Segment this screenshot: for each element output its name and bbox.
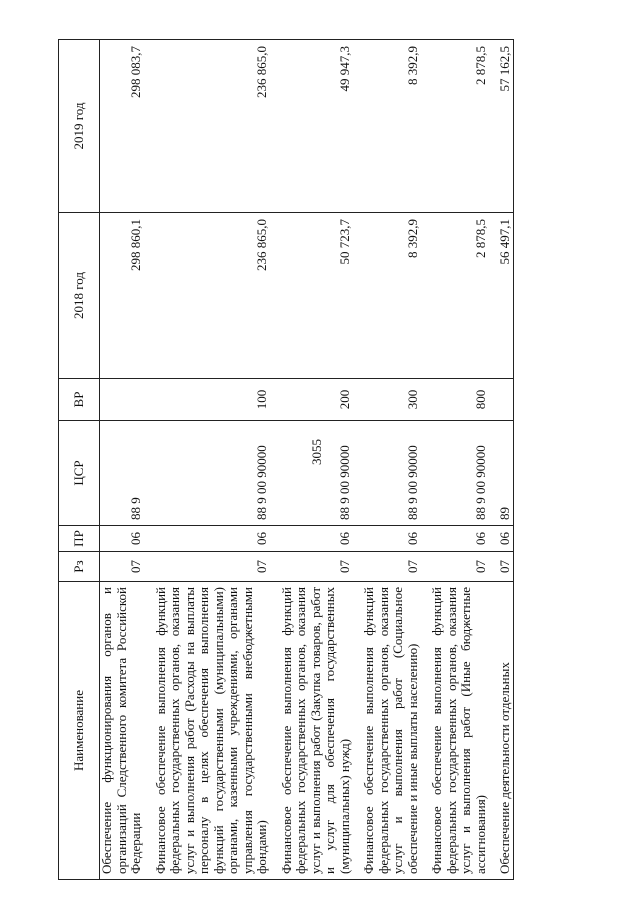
- row-2019: 298 083,7: [100, 40, 144, 213]
- row-2018: 50 723,7: [270, 213, 353, 379]
- row-pr: 06: [488, 526, 513, 552]
- row-pr: 06: [100, 526, 144, 552]
- row-2018: 298 860,1: [100, 213, 144, 379]
- page-number: 3055: [309, 439, 324, 465]
- table-row: [270, 40, 353, 880]
- row-rz: 07: [100, 552, 144, 582]
- row-name: Финансовое обеспечение выполнения функций федеральных государственных органов, оказания услуг и выполнения работ (Расходы на выплаты персоналу в целях обеспечения выполнения функций государственными (муниципальными) органами, казенными учреждениями, органами управления государственными внебюджетными фондами): [144, 582, 270, 880]
- rotated-budget-table-page: [58, 40, 583, 880]
- row-vr: 200: [270, 379, 353, 421]
- table-row: [100, 40, 144, 880]
- row-rz: 07: [144, 552, 270, 582]
- row-csr: 88 9 00 90000: [420, 421, 488, 526]
- row-pr: 06: [352, 526, 420, 552]
- row-pr: 06: [420, 526, 488, 552]
- row-2019: 49 947,3: [270, 40, 353, 213]
- header-pr: ПР: [59, 526, 100, 552]
- header-vr: ВР: [59, 379, 100, 421]
- budget-table: [58, 39, 514, 880]
- row-vr: [488, 379, 513, 421]
- row-name: Обеспечение функционирования органов и организаций Следственного комитета Российской Федерации: [100, 582, 144, 880]
- row-rz: 07: [420, 552, 488, 582]
- row-name: Обеспечение деятельности отдельных: [488, 582, 513, 880]
- header-csr: ЦСР: [59, 421, 100, 526]
- header-2018: 2018 год: [59, 213, 100, 379]
- row-pr: 06: [270, 526, 353, 552]
- row-2019: 236 865,0: [144, 40, 270, 213]
- row-2018: 2 878,5: [420, 213, 488, 379]
- row-2018: 56 497,1: [488, 213, 513, 379]
- table-row: [352, 40, 420, 880]
- row-vr: [100, 379, 144, 421]
- row-csr: 88 9 00 90000: [270, 421, 353, 526]
- row-2019: 2 878,5: [420, 40, 488, 213]
- table-row: [488, 40, 513, 880]
- table-row: [420, 40, 488, 880]
- row-2019: 8 392,9: [352, 40, 420, 213]
- row-2018: 236 865,0: [144, 213, 270, 379]
- row-rz: 07: [270, 552, 353, 582]
- row-name: Финансовое обеспечение выполнения функций федеральных государственных органов, оказания услуг и выполнения работ (Иные бюджетные ассигнования): [420, 582, 488, 880]
- row-csr: 88 9 00 90000: [352, 421, 420, 526]
- row-2019: 57 162,5: [488, 40, 513, 213]
- table-header-row: [59, 40, 100, 880]
- row-csr: 88 9 00 90000: [144, 421, 270, 526]
- row-vr: 100: [144, 379, 270, 421]
- row-csr: 88 9: [100, 421, 144, 526]
- row-vr: 800: [420, 379, 488, 421]
- table-row: [144, 40, 270, 880]
- row-rz: 07: [488, 552, 513, 582]
- row-name: Финансовое обеспечение выполнения функций федеральных государственных органов, оказания услуг и выполнения работ (Закупка товаров, работ и услуг для обеспечения государственных (муниципальных) нужд): [270, 582, 353, 880]
- row-rz: 07: [352, 552, 420, 582]
- row-name: Финансовое обеспечение выполнения функций федеральных государственных органов, оказания услуг и выполнения работ (Социальное обеспечение и иные выплаты населению): [352, 582, 420, 880]
- row-2018: 8 392,9: [352, 213, 420, 379]
- row-csr: 89: [488, 421, 513, 526]
- header-name: Наименование: [59, 582, 100, 880]
- header-2019: 2019 год: [59, 40, 100, 213]
- row-pr: 06: [144, 526, 270, 552]
- row-vr: 300: [352, 379, 420, 421]
- header-rz: Рз: [59, 552, 100, 582]
